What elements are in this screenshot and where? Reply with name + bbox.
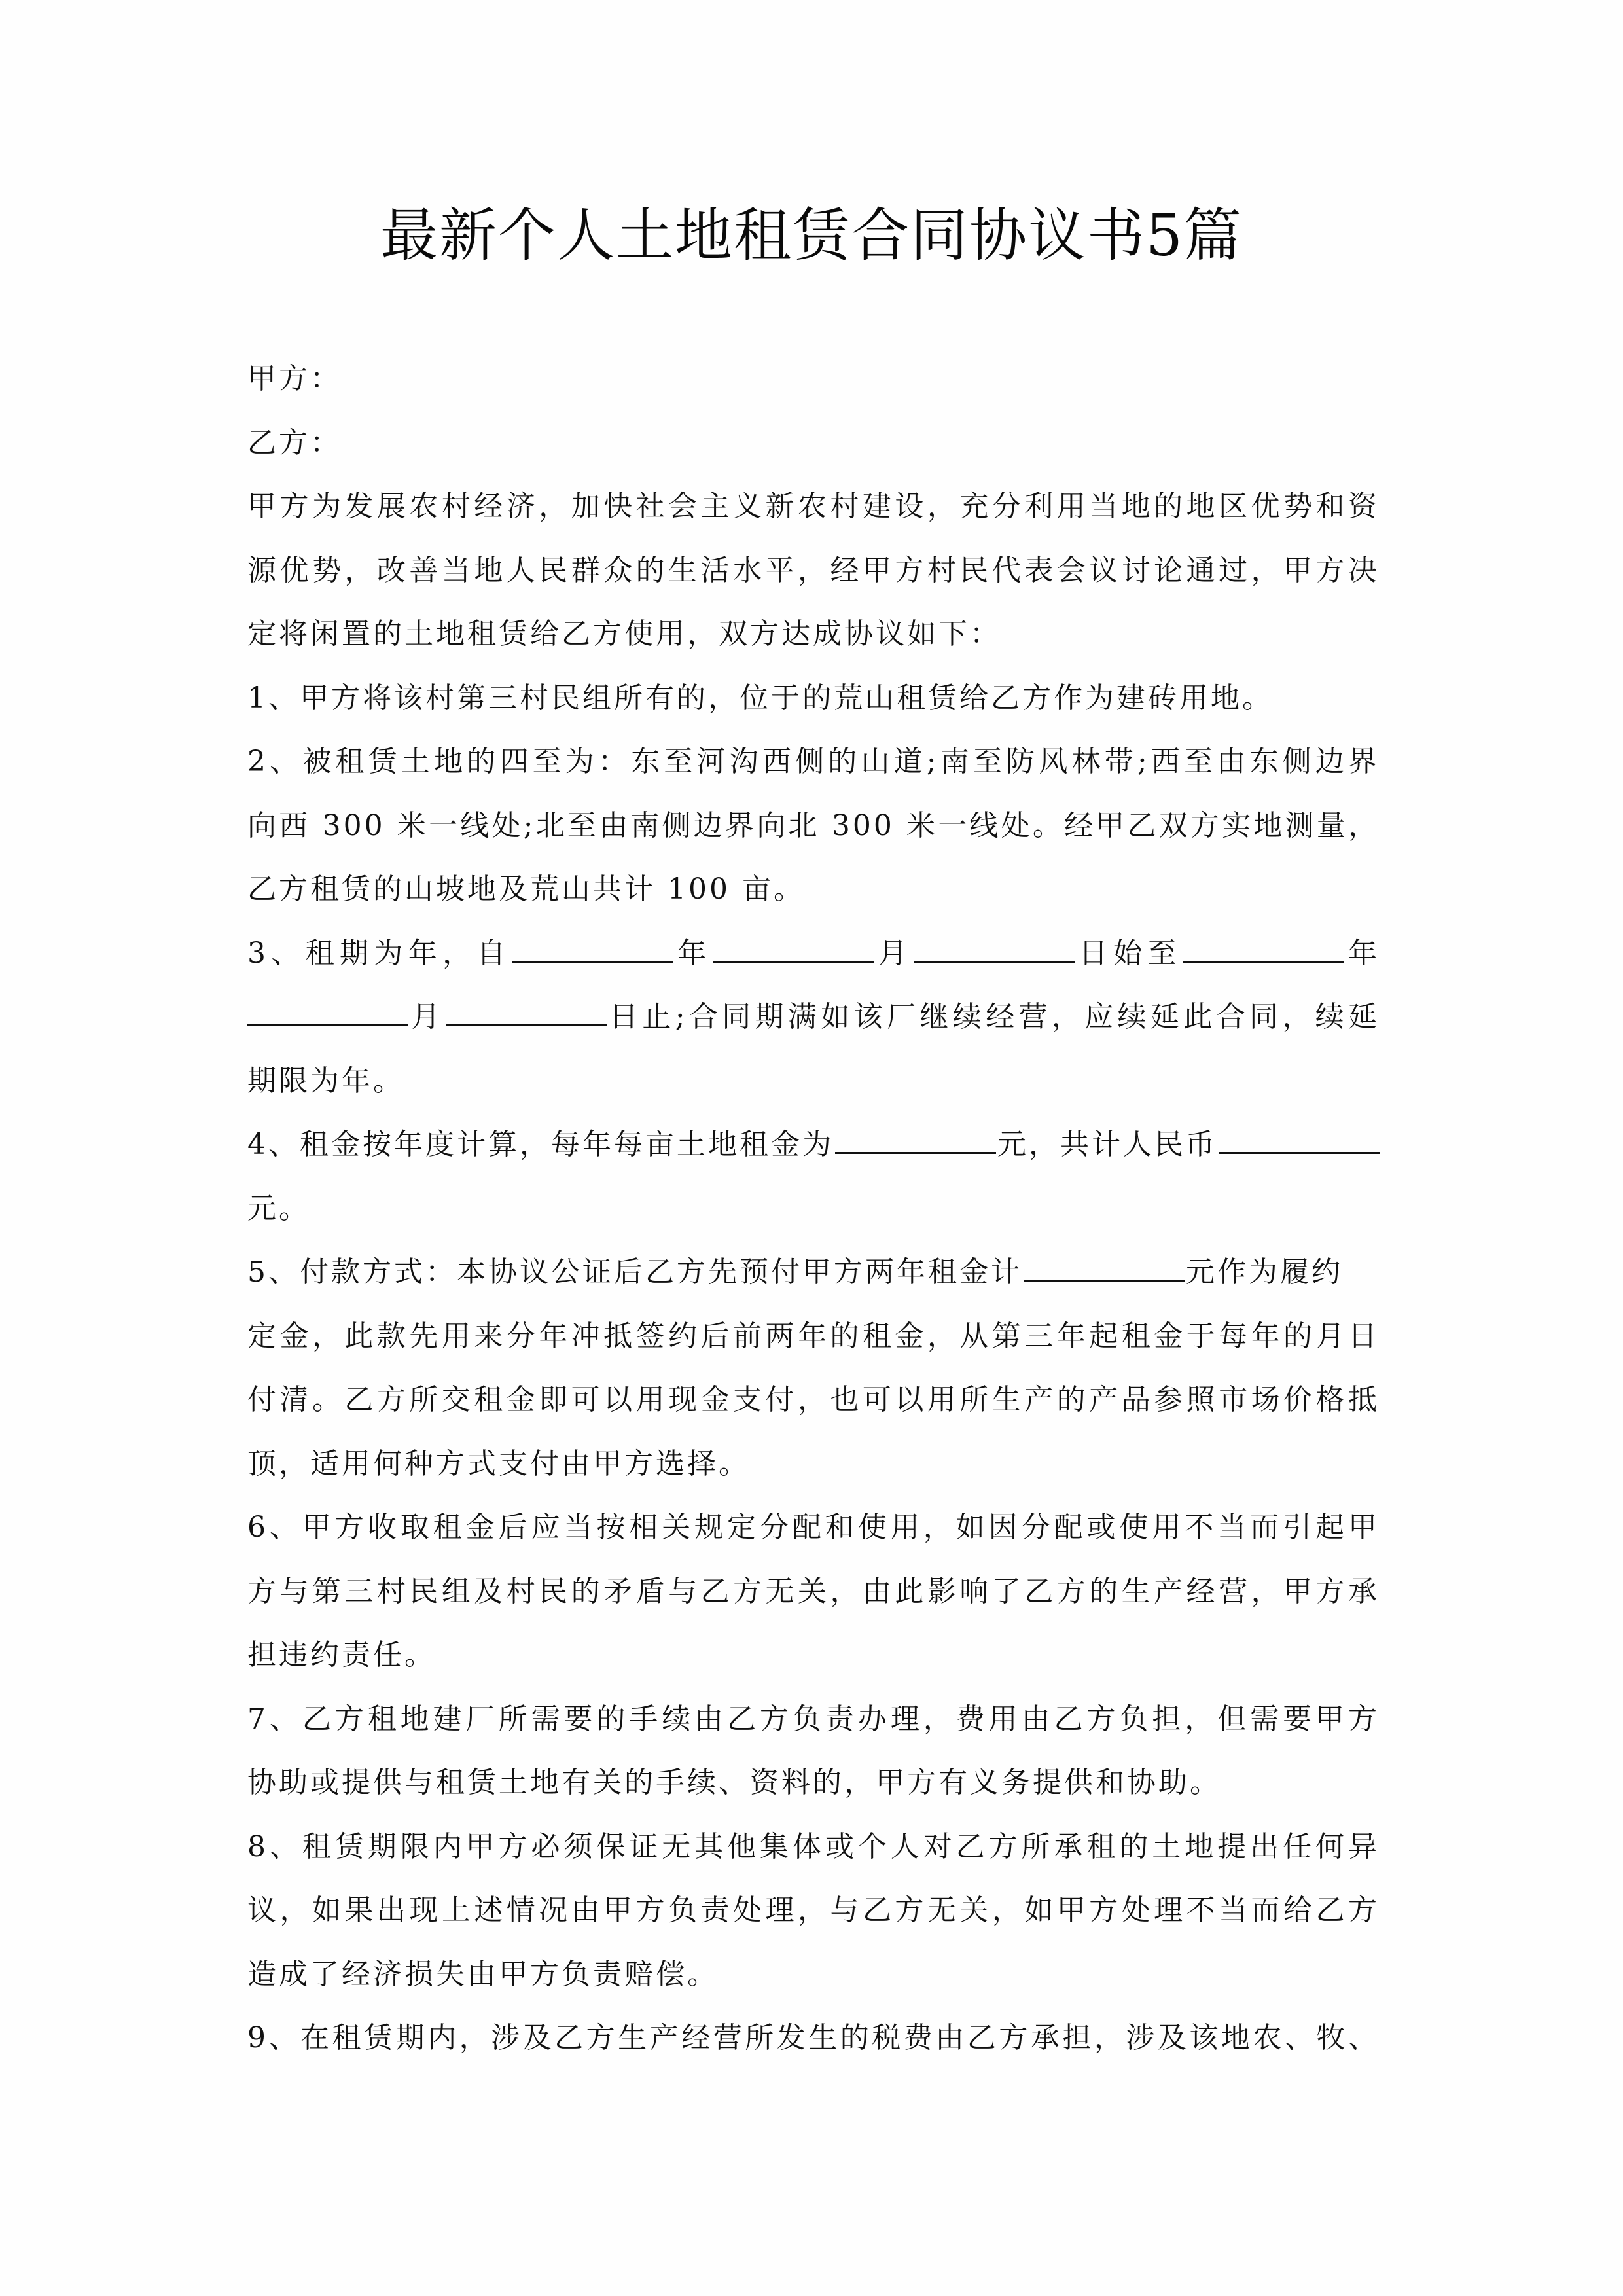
clause-4-line: 元。 (247, 1191, 310, 1225)
blank-deposit-amount[interactable] (1024, 1253, 1185, 1282)
clause-3-prefix: 3、租期为年，自 (247, 936, 511, 970)
clause-8-line: 8、租赁期限内甲方必须保证无其他集体或个人对乙方所承租的土地提出任何异 (247, 1829, 1380, 1863)
clause-7-line: 7、乙方租地建厂所需要的手续由乙方负责办理，费用由乙方负担，但需要甲方 (247, 1702, 1380, 1736)
clause-8-line: 造成了经济损失由甲方负责赔偿。 (247, 1957, 719, 1991)
clause-6-line: 方与第三村民组及村民的矛盾与乙方无关，由此影响了乙方的生产经营，甲方承 (247, 1574, 1380, 1608)
clause-1-line: 1、甲方将该村第三村民组所有的，位于的荒山租赁给乙方作为建砖用地。 (247, 681, 1274, 715)
year-label: 年 (674, 936, 712, 970)
clause-6-line: 6、甲方收取租金后应当按相关规定分配和使用，如因分配或使用不当而引起甲 (247, 1511, 1380, 1544)
clause-3-line (247, 922, 1380, 986)
party-a-label: 甲方： (247, 362, 342, 395)
clause-5-line: 付清。乙方所交租金即可以用现金支付，也可以用所生产的产品参照市场价格抵 (247, 1383, 1380, 1416)
clause-7-line: 协助或提供与租赁土地有关的手续、资料的，甲方有义务提供和协助。 (247, 1766, 1221, 1799)
clause-4-line (247, 1113, 1380, 1177)
clause-6-line: 担违约责任。 (247, 1638, 436, 1672)
clause-3-rest: 日止;合同期满如该厂继续经营，应续延此合同，续延 (607, 1000, 1380, 1033)
clause-5-prefix: 5、付款方式：本协议公证后乙方先预付甲方两年租金计 (247, 1255, 1022, 1289)
year-end-label: 年 (1345, 936, 1380, 970)
blank-rent-per-mu[interactable] (835, 1126, 996, 1154)
blank-end-month[interactable] (247, 998, 408, 1026)
preamble-line: 定将闲置的土地租赁给乙方使用，双方达成协议如下： (247, 617, 1001, 651)
clause-5-line: 顶，适用何种方式支付由甲方选择。 (247, 1446, 750, 1480)
clause-5-line: 定金，此款先用来分年冲抵签约后前两年的租金，从第三年起租金于每年的月日 (247, 1319, 1380, 1353)
clause-8-line: 议，如果出现上述情况由甲方负责处理，与乙方无关，如甲方处理不当而给乙方 (247, 1893, 1380, 1927)
clause-4-prefix: 4、租金按年度计算，每年每亩土地租金为 (247, 1128, 834, 1161)
preamble-line: 甲方为发展农村经济，加快社会主义新农村建设，充分利用当地的地区优势和资 (247, 490, 1380, 523)
clause-3-line: 期限为年。 (247, 1064, 404, 1098)
blank-start-year[interactable] (512, 935, 673, 963)
clause-3-line (247, 985, 1380, 1049)
document-body (247, 347, 1380, 2070)
preamble-line: 源优势，改善当地人民群众的生活水平，经甲方村民代表会议讨论通过，甲方决 (247, 553, 1380, 587)
blank-total-rmb[interactable] (1219, 1126, 1380, 1154)
party-b-label: 乙方： (247, 425, 342, 459)
month-end-label: 月 (410, 1000, 444, 1033)
document-title: 最新个人土地租赁合同协议书5篇 (380, 202, 1243, 269)
month-label: 月 (875, 936, 913, 970)
blank-end-year[interactable] (1183, 935, 1344, 963)
blank-start-month[interactable] (713, 935, 874, 963)
clause-5-suffix: 元作为履约 (1186, 1255, 1343, 1289)
clause-5-line (247, 1240, 1380, 1304)
day-to-label: 日始至 (1076, 936, 1182, 970)
clause-9-line: 9、在租赁期内，涉及乙方生产经营所发生的税费由乙方承担，涉及该地农、牧、 (247, 2021, 1380, 2054)
clause-2-line: 2、被租赁土地的四至为：东至河沟西侧的山道;南至防风林带;西至由东侧边界 (247, 745, 1380, 778)
blank-end-day[interactable] (446, 998, 607, 1026)
clause-4-mid: 元，共计人民币 (997, 1128, 1217, 1161)
blank-start-day[interactable] (914, 935, 1075, 963)
clause-2-line: 向西 300 米一线处;北至由南侧边界向北 300 米一线处。经甲乙双方实地测量， (247, 808, 1380, 842)
clause-2-line: 乙方租赁的山坡地及荒山共计 100 亩。 (247, 872, 805, 906)
